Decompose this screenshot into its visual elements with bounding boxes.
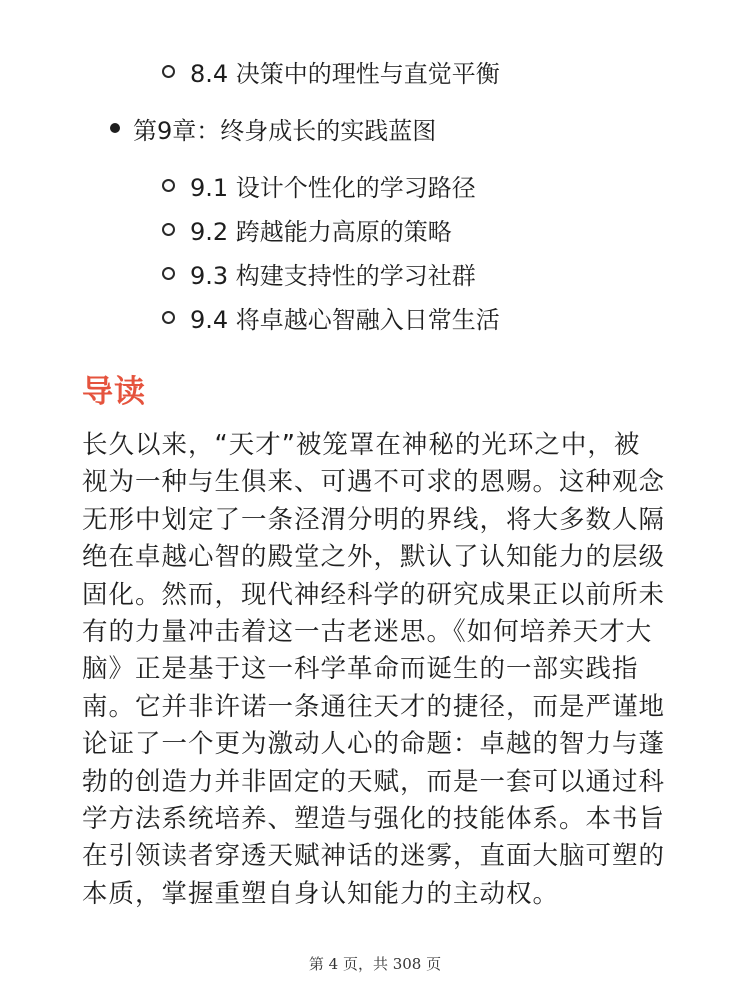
circle-bullet-icon: [162, 267, 175, 280]
paragraph-line: 固化。然而，现代神经科学的研究成果正以前所未: [82, 579, 666, 610]
toc-item-9-1[interactable]: [162, 162, 476, 208]
toc-item-label: 9.4 将卓越心智融入日常生活: [190, 305, 500, 334]
toc-item-label: 8.4 决策中的理性与直觉平衡: [190, 59, 500, 88]
toc-item-label: 9.1 设计个性化的学习路径: [190, 173, 476, 202]
toc-item-8-4[interactable]: [162, 48, 500, 94]
toc-item-9-4[interactable]: [162, 294, 500, 340]
page-number-footer: 第 4 页，共 308 页: [308, 955, 442, 973]
toc-item-label: 9.3 构建支持性的学习社群: [190, 261, 476, 290]
toc-item-9-2[interactable]: [162, 206, 452, 252]
toc-item-chapter-9[interactable]: [110, 105, 436, 151]
paragraph-line: 有的力量冲击着这一古老迷思。《如何培养天才大: [82, 617, 653, 648]
paragraph-line: 绝在卓越心智的殿堂之外，默认了认知能力的层级: [82, 542, 666, 573]
paragraph-line: 勃的创造力并非固定的天赋，而是一套可以通过科: [82, 766, 666, 797]
circle-bullet-icon: [162, 311, 175, 324]
paragraph-line: 脑》正是基于这一科学革命而诞生的一部实践指: [82, 654, 639, 685]
body-paragraph: [82, 427, 682, 913]
paragraph-line: 论证了一个更为激动人心的命题：卓越的智力与蓬: [82, 729, 666, 760]
circle-bullet-icon: [162, 179, 175, 192]
paragraph-line: 本质，掌握重塑自身认知能力的主动权。: [82, 878, 560, 909]
disc-bullet-icon: [110, 123, 120, 133]
circle-bullet-icon: [162, 65, 175, 78]
paragraph-line: 在引领读者穿透天赋神话的迷雾，直面大脑可塑的: [82, 841, 666, 872]
toc-item-label: 第9章：终身成长的实践蓝图: [133, 116, 437, 145]
circle-bullet-icon: [162, 223, 175, 236]
paragraph-line: 长久以来，“天才”被笼罩在神秘的光环之中，被: [82, 430, 641, 460]
section-heading: 导读: [82, 374, 146, 410]
paragraph-line: 学方法系统培养、塑造与强化的技能体系。本书旨: [82, 804, 666, 835]
paragraph-line: 无形中划定了一条泾渭分明的界线，将大多数人隔: [82, 504, 666, 535]
paragraph-line: 南。它并非许诺一条通往天才的捷径，而是严谨地: [82, 691, 666, 722]
paragraph-line: 视为一种与生俱来、可遇不可求的恩赐。这种观念: [82, 467, 666, 498]
toc-item-label: 9.2 跨越能力高原的策略: [190, 217, 452, 246]
toc-item-9-3[interactable]: [162, 250, 476, 296]
